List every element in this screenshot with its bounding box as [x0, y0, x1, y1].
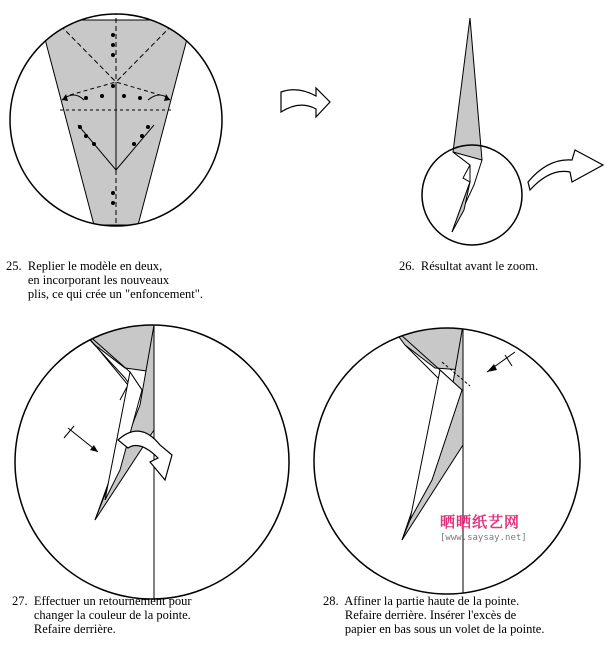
step-25-caption [6, 259, 203, 301]
step-27-line-3: Refaire derrière. [33, 622, 116, 636]
step-26-number: 26. [399, 259, 415, 273]
step-27-diagram [15, 300, 289, 600]
watermark-title: 晒晒纸艺网 [440, 513, 521, 531]
step-28-line-3: papier en bas sous un volet de la pointe. [344, 622, 545, 636]
step-25-line-3: plis, ce qui crée un "enfoncement". [27, 287, 203, 301]
step-25-diagram [10, 10, 222, 230]
zoom-arrow [528, 150, 603, 190]
step-26-caption [399, 259, 538, 273]
step-25-number: 25. [6, 259, 22, 273]
step-28-diagram [314, 300, 580, 600]
step-27-caption [12, 594, 192, 636]
step-25-line-2: en incorporant les nouveaux [27, 273, 170, 287]
step-27-line-1: Effectuer un retournement pour [33, 594, 192, 608]
step-27-line-2: changer la couleur de la pointe. [33, 608, 191, 622]
step-28-line-1: Affiner la partie haute de la pointe. [344, 594, 520, 608]
step-26-diagram [422, 18, 603, 245]
step-26-line-1: Résultat avant le zoom. [420, 259, 539, 273]
step-27-number: 27. [12, 594, 28, 608]
watermark-url: [www.saysay.net] [440, 533, 527, 543]
step-28-caption [323, 594, 544, 636]
next-step-arrow [281, 88, 330, 117]
step-28-number: 28. [323, 594, 339, 608]
step-28-line-2: Refaire derrière. Insérer l'excès de [344, 608, 517, 622]
step-25-line-1: Replier le modèle en deux, [27, 259, 163, 273]
watermark [440, 511, 610, 543]
